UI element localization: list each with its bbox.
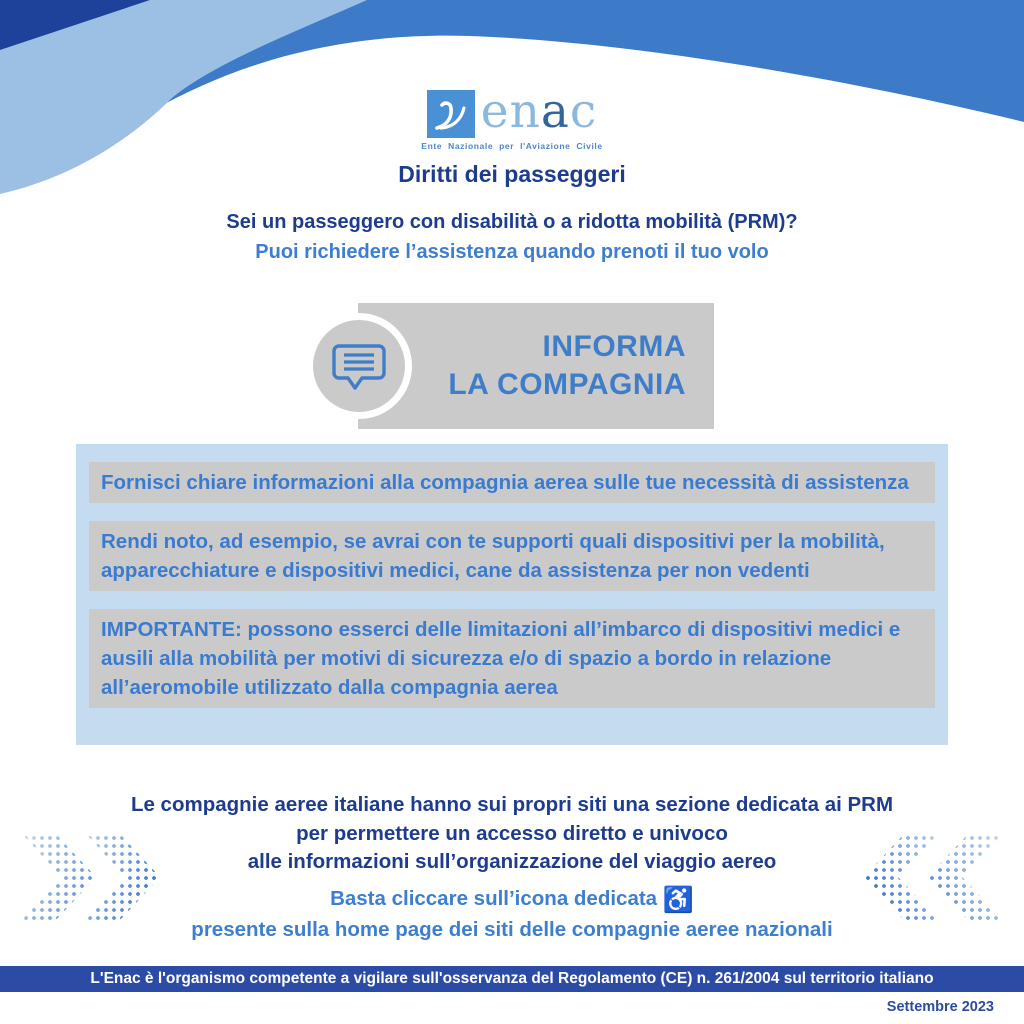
enac-logo-square <box>427 90 475 138</box>
wordmark-c: c <box>569 84 598 139</box>
closing-paragraph <box>0 791 1024 877</box>
banner-line-2: LA COMPAGNIA <box>448 368 686 401</box>
enac-logo <box>0 84 1024 151</box>
footer-bar <box>0 966 1024 992</box>
wordmark-en: en <box>480 84 541 139</box>
info-panel <box>76 444 948 745</box>
footer-bar-text: L'Enac è l'organismo competente a vigilare sull'osservanza del Regolamento (CE) n. 261/2004 sul territorio italiano <box>90 970 934 987</box>
cta-line-2: presente sulla home page dei siti delle compagnie aeree nazionali <box>191 918 833 941</box>
cta-text: Basta cliccare sull’icona dedicata <box>330 887 658 910</box>
info-box-1: Fornisci chiare informazioni alla compagnia aerea sulle tue necessità di assistenza <box>89 462 935 503</box>
enac-tagline: Ente Nazionale per l'Aviazione Civile <box>421 141 603 151</box>
date-label: Settembre 2023 <box>886 999 994 1015</box>
cta-block <box>0 884 1024 944</box>
header-question: Sei un passeggero con disabilità o a ridotta mobilità (PRM)? <box>226 211 798 233</box>
enac-wordmark <box>480 84 598 139</box>
wheelchair-icon: ♿ <box>662 886 694 914</box>
page-title: Diritti dei passeggeri <box>398 161 626 187</box>
info-box-3: IMPORTANTE: possono esserci delle limitazioni all’imbarco di dispositivi medici e ausili alla mobilità per motivi di sicurezza e/o di spazio a bordo in relazione all’aeromobile utilizzato dalla compagnia aerea <box>89 609 935 708</box>
swan-icon <box>431 94 471 134</box>
speech-bubble-icon <box>328 335 390 397</box>
cta-line-1 <box>0 884 1024 915</box>
closing-line-1: Le compagnie aeree italiane hanno sui propri siti una sezione dedicata ai PRM <box>130 793 894 816</box>
banner-line-1: INFORMA <box>542 330 686 363</box>
header-subtitle: Puoi richiedere l’assistenza quando prenoti il tuo volo <box>255 241 769 263</box>
info-box-2: Rendi noto, ad esempio, se avrai con te supporti quali dispositivi per la mobilità, apparecchiature e dispositivi medici, cane da assistenza per non vedenti <box>89 521 935 591</box>
wordmark-a: a <box>540 84 570 139</box>
speech-bubble-badge <box>306 313 412 419</box>
closing-line-2: per permettere un accesso diretto e univoco <box>296 821 728 845</box>
closing-line-3: alle informazioni sull’organizzazione del viaggio aereo <box>247 850 777 873</box>
